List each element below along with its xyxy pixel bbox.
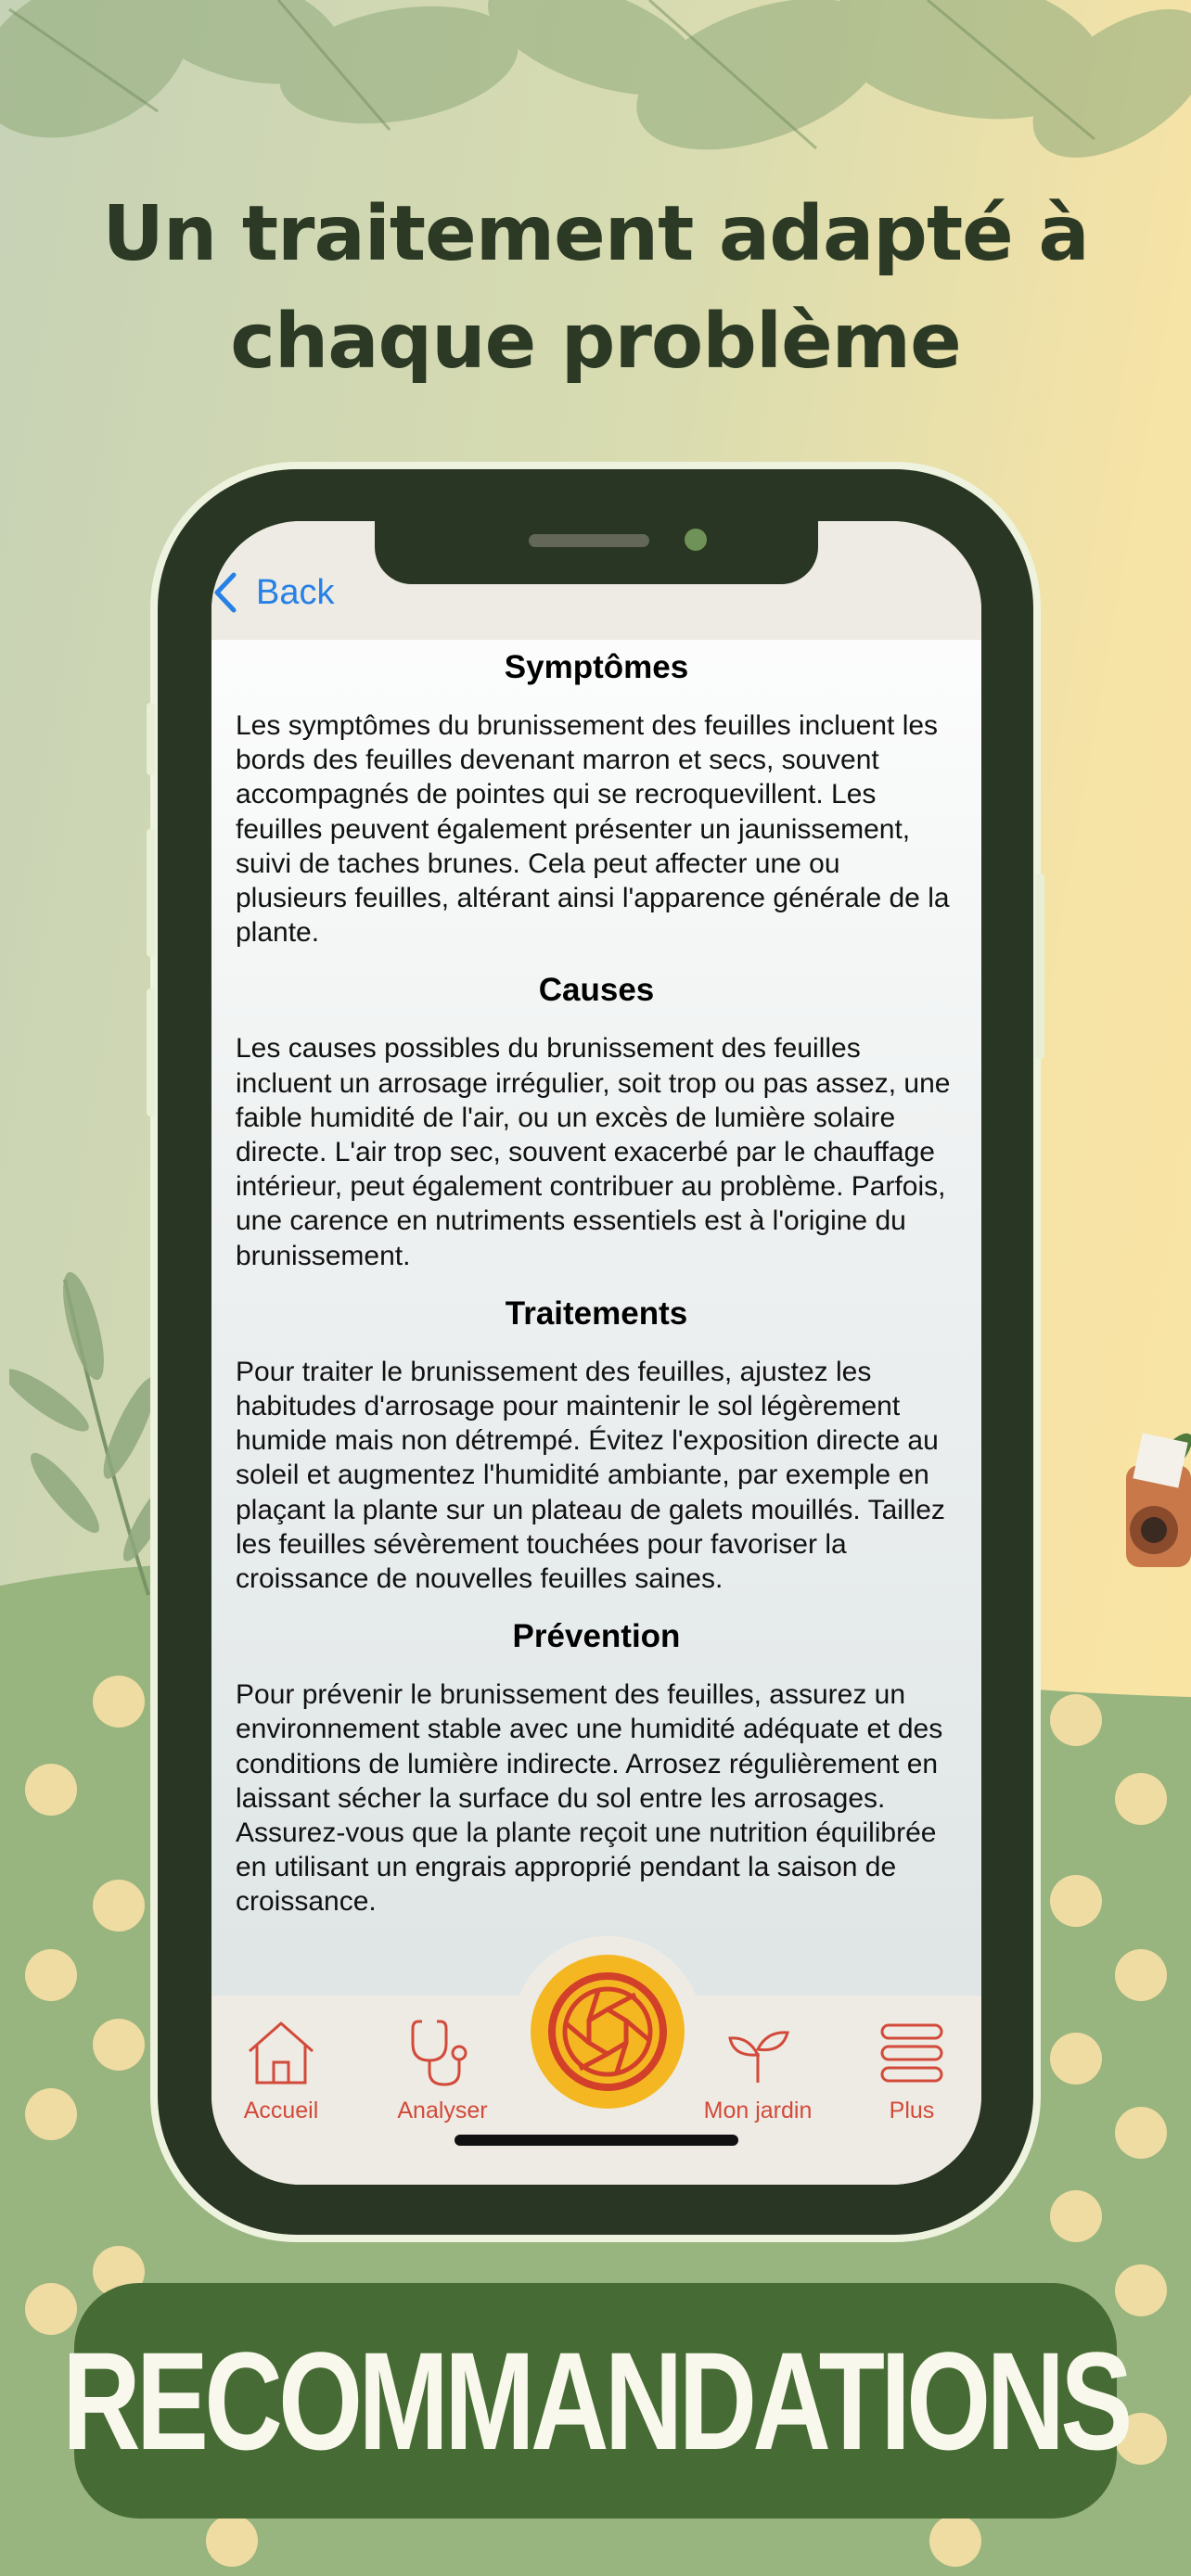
phone-side-button bbox=[147, 703, 156, 775]
menu-icon bbox=[875, 2016, 949, 2090]
tab-my-garden[interactable] bbox=[688, 2016, 827, 2124]
tab-analyze-label: Analyser bbox=[397, 2098, 488, 2123]
phone-volume-up bbox=[147, 829, 156, 957]
back-button-label: Back bbox=[256, 572, 335, 612]
feature-banner bbox=[62, 2283, 1129, 2519]
sprout-icon bbox=[721, 2016, 795, 2090]
causes-title: Causes bbox=[538, 972, 655, 1009]
home-icon bbox=[244, 2016, 318, 2090]
camera-aperture-icon bbox=[543, 1967, 672, 2097]
tab-bar bbox=[211, 1996, 981, 2185]
headline-line-1: Un traitement adapté à bbox=[102, 190, 1089, 278]
speaker-grille bbox=[529, 534, 649, 547]
tab-home-label: Accueil bbox=[243, 2098, 319, 2123]
back-button[interactable] bbox=[213, 569, 334, 616]
tab-home[interactable] bbox=[211, 2016, 351, 2124]
phone-volume-down bbox=[147, 988, 156, 1116]
stethoscope-icon bbox=[405, 2016, 480, 2090]
scan-button[interactable] bbox=[531, 1955, 685, 2109]
phone-mockup bbox=[158, 469, 1033, 2235]
phone-notch bbox=[375, 521, 818, 584]
home-indicator bbox=[455, 2135, 738, 2146]
tab-more[interactable] bbox=[842, 2016, 981, 2124]
tab-analyze[interactable] bbox=[373, 2016, 512, 2124]
symptoms-title: Symptômes bbox=[504, 649, 689, 685]
chevron-left-icon bbox=[213, 572, 237, 613]
headline-line-2: chaque problème bbox=[230, 298, 961, 386]
camera-hand-decoration bbox=[1117, 1428, 1191, 1595]
phone-power-button bbox=[1035, 874, 1044, 1059]
banner-title: RECOMMANDATIONS bbox=[62, 2322, 1129, 2479]
front-camera bbox=[685, 529, 707, 551]
page-headline bbox=[0, 181, 1191, 396]
tab-more-label: Plus bbox=[889, 2098, 935, 2123]
causes-text: Les causes possibles du brunissement des feuilles incluent un arrosage irrégulier, soit trop ou pas assez, une faible humidité de l'air, ou un excès de lumière solaire directe. L'air trop sec, souvent exacerbé par le chauffage intérieur, peut également contribuer au problème. Parfois, une carence en nutriments essentiels est à l'origine du brunissement. bbox=[236, 1033, 951, 1271]
treatments-text: Pour traiter le brunissement des feuilles, ajustez les habitudes d'arrosage pour maintenir le sol légèrement humide mais non détrempé. Évitez l'exposition directe au soleil et augmentez l'humidité ambiante, par exemple en plaçant la plante sur un plateau de galets mouillés. Taillez les feuilles sévèrement touchées pour favoriser la croissance de nouvelles feuilles saines. bbox=[236, 1356, 945, 1595]
app-screen bbox=[211, 521, 981, 2185]
treatments-title: Traitements bbox=[505, 1294, 688, 1332]
recommendation-content bbox=[236, 640, 957, 1942]
tab-my-garden-label: Mon jardin bbox=[703, 2098, 813, 2123]
prevention-text: Pour prévenir le brunissement des feuilles, assurez un environnement stable avec une humidité adéquate et des conditions de lumière indirecte. Arrosez régulièrement en laissant sécher la surface du sol entre les arrosages. Assurez-vous que la plante reçoit une nutrition équilibrée en utilisant un engrais approprié pendant la saison de croissance. bbox=[236, 1679, 943, 1918]
prevention-title: Prévention bbox=[512, 1618, 681, 1655]
symptoms-text: Les symptômes du brunissement des feuilles incluent les bords des feuilles devenant marron et secs, souvent accompagnés de pointes qui se recroquevillent. Les feuilles peuvent également présenter un jaunissement, suivi de taches brunes. Cela peut affecter une ou plusieurs feuilles, altérant ainsi l'apparence générale de la plante. bbox=[236, 710, 950, 949]
